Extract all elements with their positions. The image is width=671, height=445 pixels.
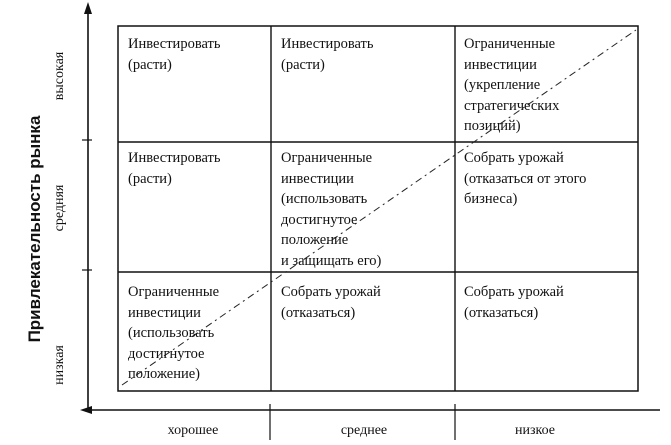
y-level-low: низкая [52, 345, 67, 385]
cell-medium-good: Инвестировать (расти) [128, 150, 221, 187]
x-level-low: низкое [515, 423, 555, 438]
cell-low-good: Ограниченные инвестиции (использовать достигнутое положение) [128, 284, 220, 382]
cell-high-low: Ограниченные инвестиции (укрепление стратегических позиций) [464, 36, 560, 134]
y-axis-title: Привлекательность рынка [25, 115, 44, 343]
cell-low-low: Собрать урожай (отказаться) [464, 284, 564, 321]
x-axis-arrow [80, 406, 92, 414]
cell-medium-low: Собрать урожай (отказаться от этого бизнеса) [464, 150, 587, 207]
cell-low-medium: Собрать урожай (отказаться) [281, 284, 381, 321]
y-level-high: высокая [52, 51, 67, 101]
y-axis-arrow [84, 2, 92, 14]
y-level-medium: средняя [52, 184, 67, 232]
cell-high-medium: Инвестировать (расти) [281, 36, 374, 73]
cell-medium-medium: Ограниченные инвестиции (использовать достигнутое положение и защищать его) [281, 150, 382, 269]
cell-high-good: Инвестировать (расти) [128, 36, 221, 73]
x-level-medium: среднее [340, 423, 388, 438]
x-level-good: хорошее [167, 423, 219, 438]
